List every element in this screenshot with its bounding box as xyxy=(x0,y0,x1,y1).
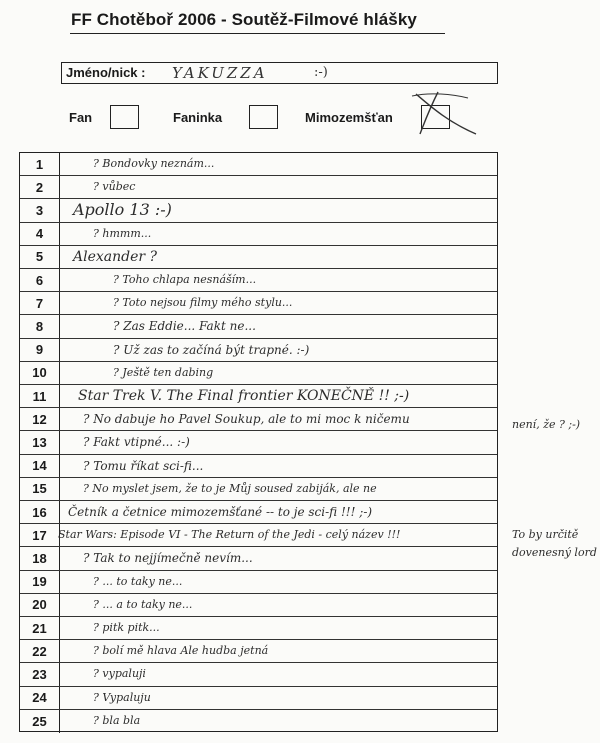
answer-field[interactable]: ? Toto nejsou filmy mého stylu... xyxy=(113,296,293,310)
name-smiley: :-) xyxy=(314,65,328,80)
table-row xyxy=(20,385,497,408)
table-row xyxy=(20,663,497,686)
table-row xyxy=(20,176,497,199)
answer-field[interactable]: ? Už zas to začíná být trapné. :-) xyxy=(113,342,310,357)
row-number: 10 xyxy=(20,362,60,384)
row-number: 15 xyxy=(20,478,60,500)
table-row xyxy=(20,455,497,478)
option-fan-label: Fan xyxy=(69,110,93,125)
answer-field[interactable]: ? Ještě ten dabing xyxy=(113,365,214,379)
answer-field[interactable]: ? Tak to nejjímečně nevím... xyxy=(83,551,253,566)
table-row xyxy=(20,687,497,710)
row-number: 6 xyxy=(20,269,60,291)
name-field[interactable] xyxy=(61,62,498,84)
table-row xyxy=(20,501,497,524)
table-row xyxy=(20,246,497,269)
table-row xyxy=(20,547,497,570)
row-number: 12 xyxy=(20,408,60,430)
margin-note: To by určitě xyxy=(512,528,579,541)
row-number: 1 xyxy=(20,153,60,175)
name-value: YAKUZZA xyxy=(172,64,268,82)
answer-field[interactable]: ? Tomu říkat sci-fi... xyxy=(83,458,204,473)
answer-table xyxy=(19,152,498,732)
option-faninka-label: Faninka xyxy=(173,110,223,125)
margin-note: dovenesný lord xyxy=(512,546,597,559)
answer-field[interactable]: ? bolí mě hlava Ale hudba jetná xyxy=(93,644,269,658)
table-row xyxy=(20,153,497,176)
row-number: 11 xyxy=(20,385,60,407)
row-number: 16 xyxy=(20,501,60,523)
table-row xyxy=(20,269,497,292)
table-row xyxy=(20,199,497,222)
row-number: 21 xyxy=(20,617,60,639)
table-row xyxy=(20,640,497,663)
option-fan-checkbox[interactable] xyxy=(110,105,139,129)
table-row xyxy=(20,408,497,431)
table-row xyxy=(20,594,497,617)
answer-field[interactable]: Četník a četnice mimozemšťané -- to je sci-fi !!! ;-) xyxy=(68,505,373,519)
table-row xyxy=(20,524,497,547)
row-number: 20 xyxy=(20,594,60,616)
table-row xyxy=(20,710,497,733)
row-number: 4 xyxy=(20,223,60,245)
row-number: 14 xyxy=(20,455,60,477)
table-row xyxy=(20,571,497,594)
row-number: 25 xyxy=(20,710,60,733)
name-label: Jméno/nick : xyxy=(66,65,146,80)
row-number: 24 xyxy=(20,687,60,709)
row-number: 5 xyxy=(20,246,60,268)
table-row xyxy=(20,315,497,338)
answer-field[interactable]: ? hmmm... xyxy=(93,226,152,240)
table-row xyxy=(20,431,497,454)
form-title: FF Chotěboř 2006 - Soutěž-Filmové hlášky xyxy=(71,10,417,29)
row-number: 18 xyxy=(20,547,60,569)
answer-field[interactable]: ? Vypaluju xyxy=(93,690,151,704)
answer-field[interactable]: ? No myslet jsem, že to je Můj soused zabiják, ale ne xyxy=(83,481,377,495)
answer-field[interactable]: ? vůbec xyxy=(93,180,136,194)
row-number: 13 xyxy=(20,431,60,453)
margin-note: není, že ? ;-) xyxy=(512,418,581,431)
answer-field[interactable]: ? pitk pitk... xyxy=(93,621,160,634)
row-number: 8 xyxy=(20,315,60,337)
answer-field[interactable]: Star Wars: Episode VI - The Return of the Jedi - celý název !!! xyxy=(58,528,401,542)
row-number: 17 xyxy=(20,524,60,546)
row-number: 19 xyxy=(20,571,60,593)
row-number: 23 xyxy=(20,663,60,685)
table-row xyxy=(20,292,497,315)
title-underline xyxy=(70,33,445,34)
answer-field[interactable]: ? Toho chlapa nesnáším... xyxy=(113,273,257,286)
answer-field[interactable]: Star Trek V. The Final frontier KONEČNĚ !! ;-) xyxy=(78,388,410,404)
row-number: 2 xyxy=(20,176,60,198)
option-mimozemstan-label: Mimozemšťan xyxy=(305,110,393,125)
answer-field[interactable]: ? Zas Eddie... Fakt ne... xyxy=(113,319,256,334)
answer-field[interactable]: ? ... to taky ne... xyxy=(93,574,183,588)
answer-field[interactable]: ? No dabuje ho Pavel Soukup, ale to mi moc k ničemu xyxy=(83,412,410,427)
row-number: 3 xyxy=(20,199,60,221)
answer-field[interactable]: ? ... a to taky ne... xyxy=(93,597,193,611)
answer-field[interactable]: Apollo 13 :-) xyxy=(73,200,172,220)
row-number: 7 xyxy=(20,292,60,314)
table-row xyxy=(20,339,497,362)
answer-field[interactable]: ? vypaluji xyxy=(93,667,146,681)
row-number: 22 xyxy=(20,640,60,662)
answer-field[interactable]: ? Bondovky neznám... xyxy=(93,157,215,170)
table-row xyxy=(20,362,497,385)
table-row xyxy=(20,617,497,640)
checkmark-cross-icon xyxy=(410,92,480,136)
table-row xyxy=(20,478,497,501)
answer-field[interactable]: ? Fakt vtipné... :-) xyxy=(83,435,190,450)
row-number: 9 xyxy=(20,339,60,361)
option-faninka-checkbox[interactable] xyxy=(249,105,278,129)
answer-field[interactable]: ? bla bla xyxy=(93,713,141,727)
table-row xyxy=(20,223,497,246)
answer-field[interactable]: Alexander ? xyxy=(73,248,158,265)
